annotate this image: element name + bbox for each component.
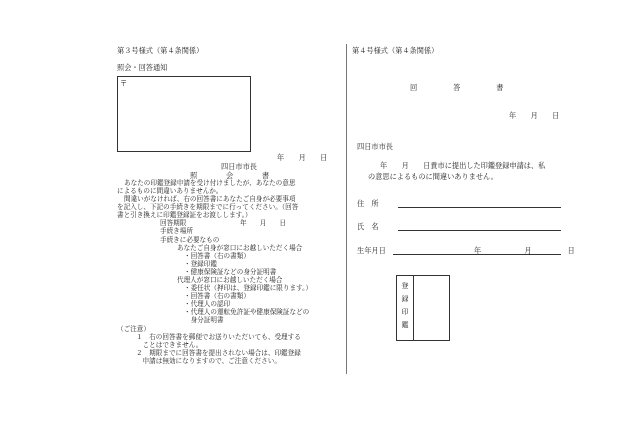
proxy-item-5: 身分証明書 bbox=[184, 316, 224, 324]
body-line-3: 間違いがなければ、右の回答書にあなたご自身が必要事項 bbox=[124, 195, 296, 203]
self-case: あなたご自身が窓口にお越しいただく場合 bbox=[177, 244, 303, 252]
page-divider bbox=[346, 44, 347, 374]
note-line-4: 申請は無効になりますので、ご注意ください。 bbox=[136, 357, 281, 365]
name-field[interactable] bbox=[398, 230, 561, 231]
place-label: 手続き場所 bbox=[160, 227, 193, 235]
body-line-4: を記入し、下記の手続きを期限までに行ってください。（回答 bbox=[117, 203, 299, 211]
seal-box[interactable] bbox=[396, 275, 450, 341]
left-mayor: 四日市市長 bbox=[221, 162, 257, 171]
right-mayor: 四日市市長 bbox=[357, 142, 393, 151]
body-line-1: あなたの印鑑登録申請を受け付けましたが、あなたの意思 bbox=[124, 179, 296, 187]
note-line-3: ２ 期限までに回答書を提出されない場合は、印鑑登録 bbox=[136, 349, 301, 357]
left-form-number: 第３号様式（第４条関係） bbox=[117, 46, 204, 55]
dob-field[interactable] bbox=[393, 254, 561, 255]
proxy-item-4: ・代理人の運転免許証や健康保険証などの bbox=[184, 308, 310, 316]
statement-line-1: 年 月 日貴市に提出した印鑑登録申請は、私 bbox=[380, 161, 546, 170]
proxy-item-2: ・回答書（右の書類） bbox=[184, 292, 250, 300]
left-date: 年 月 日 bbox=[277, 153, 328, 162]
dob-label: 生年月日 bbox=[357, 246, 386, 255]
note-line-2: ことはできません。 bbox=[136, 341, 203, 349]
reply-title: 回 答 書 bbox=[410, 83, 504, 92]
right-date: 年 月 日 bbox=[509, 111, 560, 120]
right-form-number: 第４号様式（第４条関係） bbox=[352, 46, 439, 55]
self-item-3: ・健康保険証などの身分証明書 bbox=[184, 268, 277, 276]
dob-units: 年 月 日 bbox=[474, 246, 575, 255]
name-label: 氏 名 bbox=[357, 222, 379, 231]
note-line-1: １ 右の回答書を郵便でお送りいただいても、受理する bbox=[136, 333, 301, 341]
notes-label: （ご注意） bbox=[117, 325, 150, 333]
self-item-2: ・登録印鑑 bbox=[184, 260, 217, 268]
proxy-item-1: ・委任状（押印は、登録印鑑に限ります。） bbox=[184, 284, 313, 292]
proxy-item-3: ・代理人の認印 bbox=[184, 300, 231, 308]
body-line-5: 書と引き換えに印鑑登録証をお渡しします。） bbox=[117, 211, 252, 219]
proxy-case: 代理人が窓口にお越しいただく場合 bbox=[177, 276, 283, 284]
needs-label: 手続きに必要なもの bbox=[160, 236, 220, 244]
statement-line-2: の意思によるものに間違いありません。 bbox=[368, 172, 498, 181]
self-item-1: ・回答書（右の書類） bbox=[184, 252, 250, 260]
address-field[interactable] bbox=[398, 207, 561, 208]
left-heading: 照会・回答通知 bbox=[117, 63, 168, 72]
deadline-label: 回答期限 bbox=[160, 219, 187, 227]
inquiry-title: 照 会 書 bbox=[190, 171, 270, 180]
deadline-date: 年 月 日 bbox=[240, 219, 287, 227]
address-box[interactable] bbox=[117, 76, 251, 152]
body-line-2: によるものに間違いありませんか。 bbox=[117, 187, 223, 195]
seal-label: 登録印鑑 bbox=[401, 282, 409, 329]
address-label: 住 所 bbox=[357, 199, 379, 208]
postal-mark: 〒 bbox=[120, 79, 128, 88]
